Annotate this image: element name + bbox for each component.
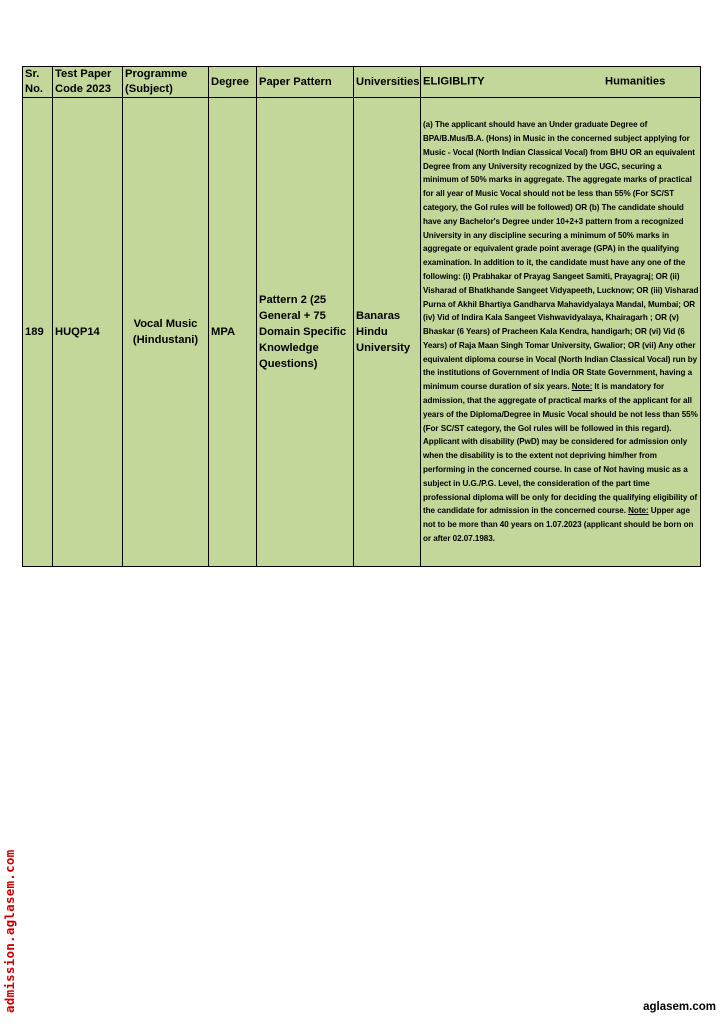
cell-sr-no: 189 xyxy=(23,98,53,567)
header-paper-code: Test Paper Code 2023 xyxy=(53,67,123,98)
header-universities: Universities xyxy=(354,67,421,98)
cell-eligibility xyxy=(421,98,701,567)
note-label-1: Note: xyxy=(571,382,593,392)
cell-pattern: Pattern 2 (25 General + 75 Domain Specific Knowledge Questions) xyxy=(257,98,354,567)
cell-programme: Vocal Music (Hindustani) xyxy=(123,98,209,567)
header-degree: Degree xyxy=(209,67,257,98)
header-eligibility-label: ELIGIBLITY xyxy=(423,75,485,88)
footer-brand: aglasem.com xyxy=(643,1001,716,1013)
header-pattern: Paper Pattern xyxy=(257,67,354,98)
watermark-text: admission.aglasem.com xyxy=(2,849,17,1013)
header-eligibility xyxy=(421,67,701,98)
eligibility-text-part1: (a) The applicant should have an Under graduate Degree of BPA/B.Mus/B.A. (Hons) in Music in the concerned subject applying for Music - Vocal (North Indian Classical Vocal) from BHU OR an equivalent Degree from any University recognized by the UGC, securing a minimum of 50% marks in aggregate. The aggregate marks of practical for all year of Music Vocal should not be less than 55% (For SC/ST category, the GoI rules will be followed) OR (b) The candidate should have any Bachelor's Degree under 10+2+3 pattern from a recognized University in any discipline securing a minimum of 50% marks in aggregate or equivalent grade point average (GPA) in the qualifying examination. In addition to it, the candidate must have any one of the following: (i) Prabhakar of Prayag Sangeet Samiti, Prayagraj; OR (ii) Visharad of Bhatkhande Sangeet Vidyapeeth, Lucknow; OR (iii) Visharad Purna of Akhil Bhartiya Gandharva Mahavidyalaya Mandal, Mumbai; OR (iv) Vid of Indira Kala Sangeet Vishwavidyalaya, Khairagarh ; OR (v) Bhaskar (6 Years) of Pracheen Kala Kendra, handigarh; OR (vi) Vid (6 Years) of Raja Maan Singh Tomar University, Gwalior; OR (vii) Any other equivalent diploma course in Vocal (North Indian Classical Vocal) run by the institutions of Government of India OR State Government, having a minimum course duration of six years. xyxy=(423,120,699,392)
eligibility-text-part2: It is mandatory for admission, that the aggregate of practical marks of the applicant for all years of the Diploma/Degree in Music Vocal should be not less than 55% (For SC/ST category, the GoI rules will be followed in this regard). Applicant with disability (PwD) may be considered for admission only when the disability is to the extent not depriving him/her from performing in the concerned course. In case of Not having music as a subject in U.G./P.G. Level, the consideration of the part time professional diploma will be only for deciding the qualifying eligibility of the candidate for admission in the concerned course. xyxy=(423,382,698,516)
header-sr-no: Sr. No. xyxy=(23,67,53,98)
eligibility-text-part3: Upper age not to be more than 40 years on 1.07.2023 (applicant should be born on or after 02.07.1983. xyxy=(423,506,694,544)
cell-universities: Banaras Hindu University xyxy=(354,98,421,567)
cell-paper-code: HUQP14 xyxy=(53,98,123,567)
table-header-row xyxy=(23,67,701,98)
eligibility-table xyxy=(22,66,701,567)
header-programme: Programme (Subject) xyxy=(123,67,209,98)
header-stream-label: Humanities xyxy=(605,75,666,88)
note-label-2: Note: xyxy=(628,506,649,516)
cell-degree: MPA xyxy=(209,98,257,567)
table-row xyxy=(23,98,701,567)
